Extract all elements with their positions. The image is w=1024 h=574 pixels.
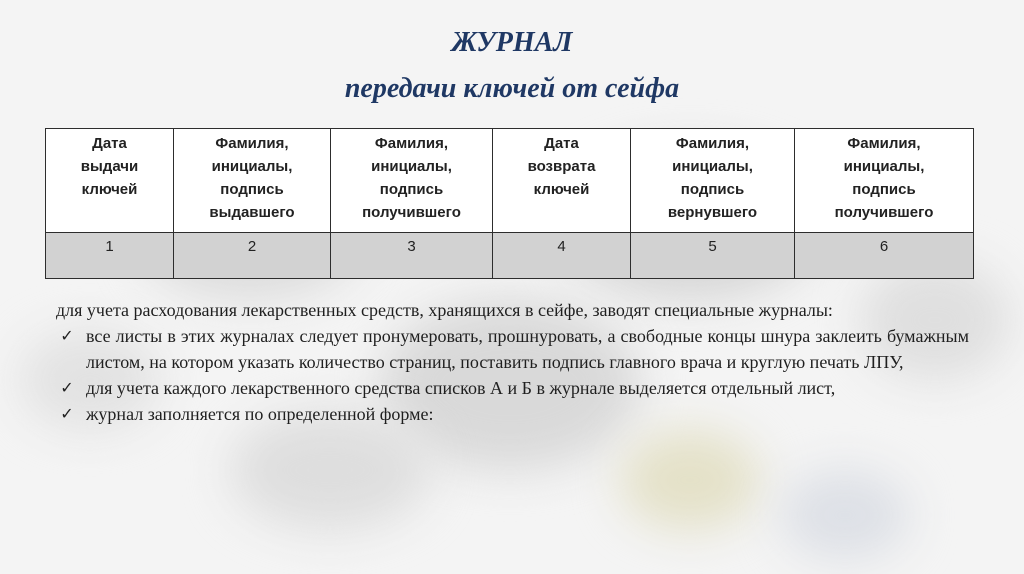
list-item — [56, 401, 969, 427]
page-subtitle: передачи ключей от сейфа — [344, 73, 680, 104]
intro-paragraph: для учета расходования лекарственных средств, хранящихся в сейфе, заводят специальные журналы: — [56, 300, 833, 320]
header-cell-return-receiver: Фамилия, инициалы, подпись получившего — [795, 129, 974, 233]
list-item — [56, 375, 969, 401]
column-number-cell: 3 — [331, 233, 493, 279]
header-cell-issuer: Фамилия, инициалы, подпись выдавшего — [174, 129, 331, 233]
list-item-text: для учета каждого лекарственного средства списков А и Б в журнале выделяется отдельный лист, — [86, 378, 836, 398]
checkmark-icon: ✓ — [60, 326, 74, 345]
column-number-cell: 6 — [795, 233, 974, 279]
list-item — [56, 323, 969, 375]
column-number-cell: 1 — [46, 233, 174, 279]
header-cell-issue-date: Дата выдачи ключей — [46, 129, 174, 233]
page-title: ЖУРНАЛ — [451, 27, 573, 58]
table-header-row — [46, 129, 974, 233]
table-number-row — [46, 233, 974, 279]
list-item-text: журнал заполняется по определенной форме: — [86, 404, 434, 424]
body-text — [56, 297, 969, 427]
list-item-text: все листы в этих журналах следует пронумеровать, прошнуровать, а свободные концы шнура заклеить бумажным листом, на котором указать количество страниц, поставить подпись главного врача и круглую печать ЛПУ, — [86, 326, 969, 372]
keys-journal-table — [45, 128, 974, 279]
column-number-cell: 5 — [631, 233, 795, 279]
header-cell-receiver: Фамилия, инициалы, подпись получившего — [331, 129, 493, 233]
checkmark-icon: ✓ — [60, 378, 74, 397]
checkmark-icon: ✓ — [60, 404, 74, 423]
header-cell-returner: Фамилия, инициалы, подпись вернувшего — [631, 129, 795, 233]
column-number-cell: 2 — [174, 233, 331, 279]
header-cell-return-date: Дата возврата ключей — [493, 129, 631, 233]
column-number-cell: 4 — [493, 233, 631, 279]
